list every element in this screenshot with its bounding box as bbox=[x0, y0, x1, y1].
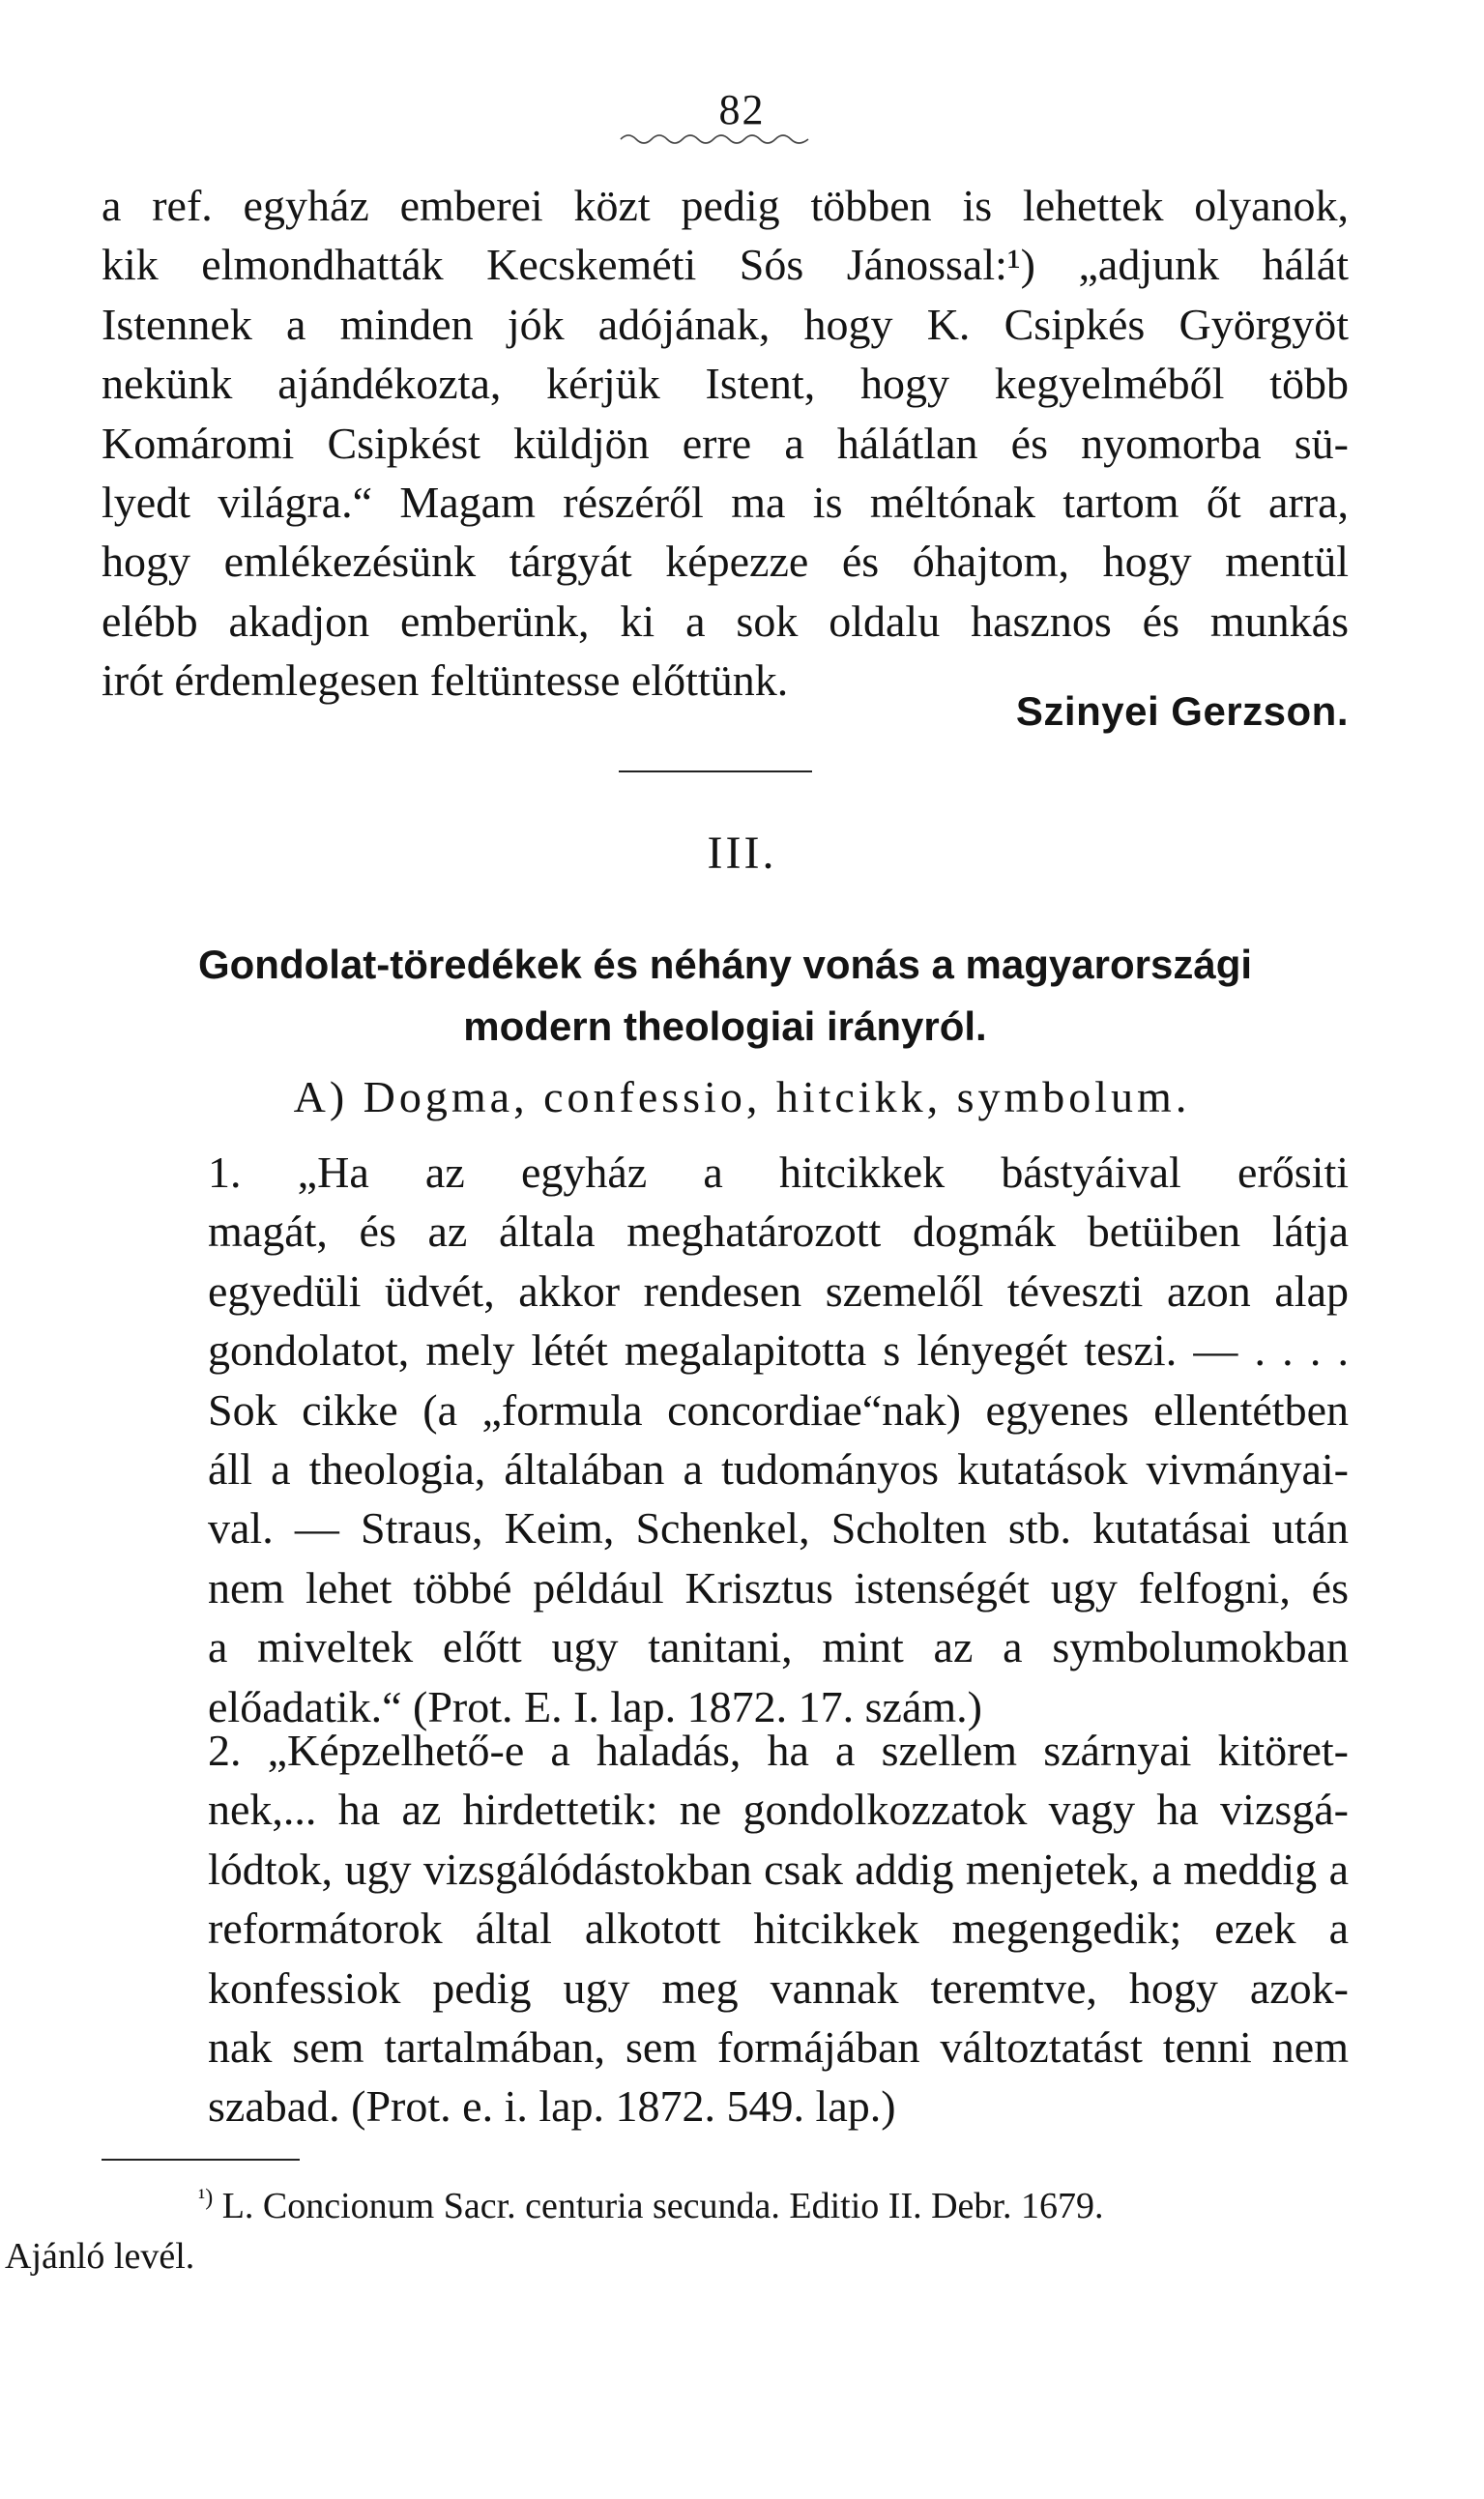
footnote-marker: ¹) bbox=[198, 2185, 214, 2211]
text-line: elébb akadjon emberünk, ki a sok oldalu hasznos és munkás bbox=[102, 596, 1349, 646]
paragraph-2 bbox=[102, 1143, 1349, 1736]
section-title-line-1: Gondolat-töredékek és néhány vonás a magyarországi bbox=[197, 942, 1253, 987]
text-line: nak sem tartalmában, sem formájában változtatást tenni nem bbox=[208, 2022, 1349, 2073]
text-line: a miveltek előtt ugy tanitani, mint az a symbolumokban bbox=[208, 1622, 1349, 1672]
text-line: lódtok, ugy vizsgálódástokban csak addig menjetek, a meddig a bbox=[208, 1844, 1349, 1894]
text-line: előadatik.“ (Prot. E. I. lap. 1872. 17. szám.) bbox=[208, 1681, 982, 1731]
text-line: lyedt világra.“ Magam részéről ma is méltónak tartom őt arra, bbox=[102, 478, 1349, 528]
text-line: szabad. (Prot. e. i. lap. 1872. 549. lap.) bbox=[208, 2081, 896, 2132]
text-line: nem lehet többé például Krisztus istenségét ugy felfogni, és bbox=[208, 1562, 1349, 1613]
text-line: a ref. egyház emberei közt pedig többen is lehettek olyanok, bbox=[102, 181, 1349, 230]
paragraph-3 bbox=[102, 1721, 1349, 2136]
subsection-title: A) Dogma, confessio, hitcikk, symbolum. bbox=[293, 1072, 1191, 1121]
wavy-ornament bbox=[619, 128, 812, 147]
text-line: Istennek a minden jók adójának, hogy K. Csipkés Györgyöt bbox=[102, 299, 1349, 349]
text-line: val. — Straus, Keim, Schenkel, Scholten stb. kutatásai után bbox=[208, 1503, 1349, 1554]
text-line: Komáromi Csipkést küldjön erre a hálátlan és nyomorba sü- bbox=[102, 418, 1349, 468]
text-line: 1. „Ha az egyház a hitcikkek bástyáival erősiti bbox=[208, 1148, 1349, 1197]
page-number: 82 bbox=[718, 86, 766, 133]
text-line: gondolatot, mely létét megalapitotta s lényegét teszi. — . . . . bbox=[208, 1325, 1349, 1376]
author-signature: Szinyei Gerzson. bbox=[1015, 688, 1349, 734]
text-line: konfessiok pedig ugy meg vannak teremtve, hogy azok- bbox=[208, 1962, 1349, 2013]
text-line: nekünk ajándékozta, kérjük Istent, hogy kegyelméből több bbox=[102, 359, 1349, 409]
text-line: áll a theologia, általában a tudományos kutatások vivmányai- bbox=[208, 1444, 1349, 1495]
text-line: magát, és az általa meghatározott dogmák betüiben látja bbox=[208, 1206, 1349, 1257]
text-line: nek,... ha az hirdettetik: ne gondolkozzatok vagy ha vizsgá- bbox=[208, 1785, 1349, 1835]
footnote-rule bbox=[102, 2159, 300, 2161]
footnote bbox=[5, 2181, 1349, 2281]
text-line: reformátorok által alkotott hitcikkek megengedik; ezek a bbox=[208, 1903, 1349, 1954]
text-line: egyedüli üdvét, akkor rendesen szemelől téveszti azon alap bbox=[208, 1265, 1349, 1316]
paragraph-1 bbox=[102, 176, 1349, 711]
text-line: irót érdemlegesen feltüntesse előttünk. bbox=[102, 655, 789, 706]
text-line: hogy emlékezésünk tárgyát képezze és óhajtom, hogy mentül bbox=[102, 537, 1349, 587]
section-title-line-2: modern theologiai irányról. bbox=[463, 1003, 987, 1049]
section-divider bbox=[619, 770, 812, 772]
text-line: Sok cikke (a „formula concordiae“nak) egyenes ellentétben bbox=[208, 1384, 1349, 1435]
text-line: kik elmondhatták Kecskeméti Sós Jánossal:¹) „adjunk hálát bbox=[102, 240, 1349, 290]
text-line: 2. „Képzelhető-e a haladás, ha a szellem szárnyai kitöret- bbox=[208, 1726, 1349, 1775]
footnote-line-1: L. Concionum Sacr. centuria secunda. Editio II. Debr. 1679. bbox=[221, 2186, 1104, 2226]
footnote-line-2: Ajánló levél. bbox=[5, 2236, 195, 2277]
section-title bbox=[102, 934, 1349, 1058]
section-number: III. bbox=[707, 828, 777, 879]
